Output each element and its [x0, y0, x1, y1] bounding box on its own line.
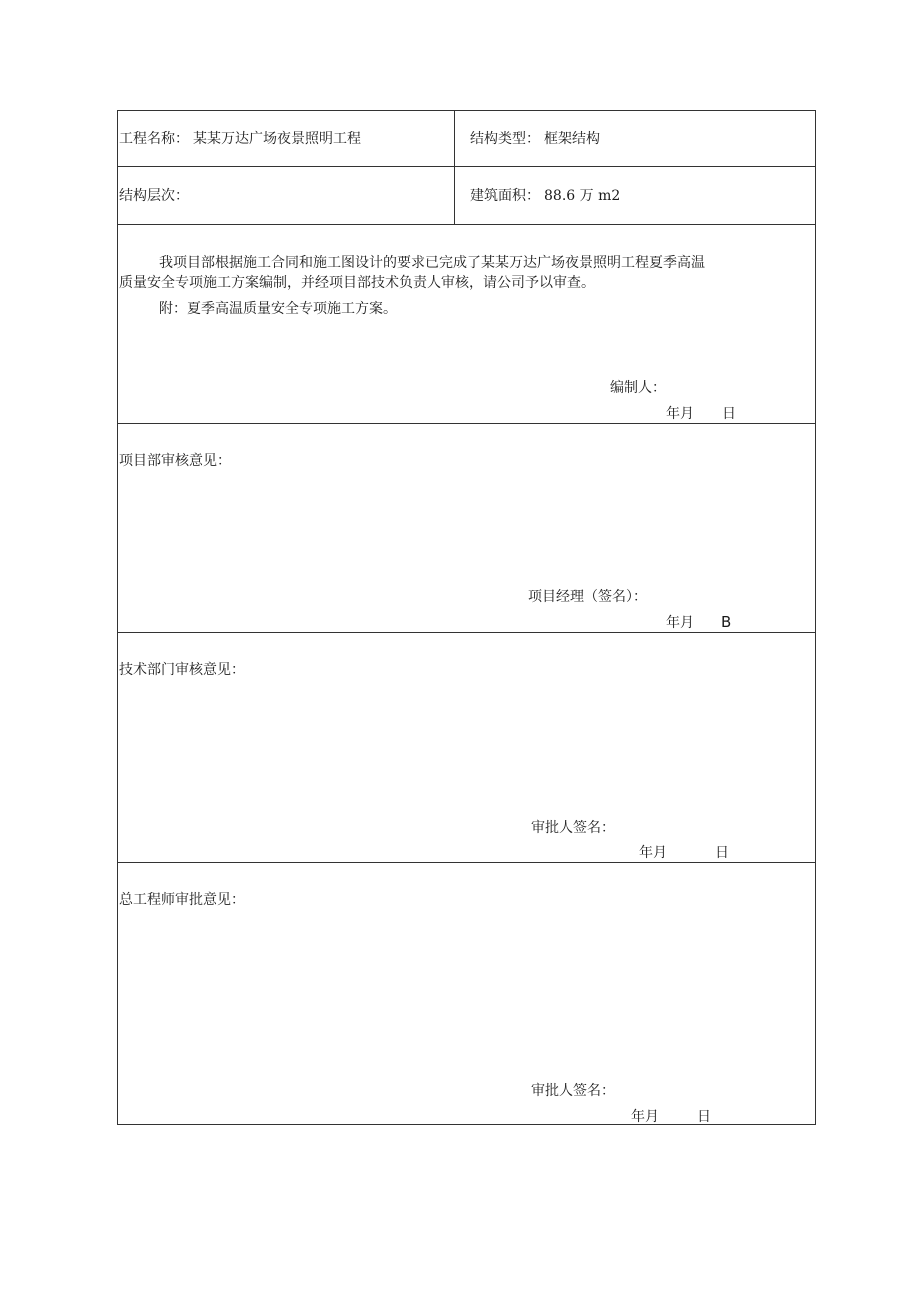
- column-divider: [454, 111, 455, 224]
- project-manager-signature-label: 项目经理（签名）：: [528, 589, 647, 605]
- application-body-line2: 质量安全专项施工方案编制，并经项目部技术负责人审核，请公司予以审查。: [119, 275, 595, 291]
- preparer-label: 编制人：: [610, 380, 666, 396]
- approver-signature-label: 审批人签名：: [531, 1083, 615, 1099]
- date-day: B: [721, 613, 732, 631]
- date-year-month: 年月: [666, 406, 694, 422]
- row-divider: [118, 166, 815, 167]
- project-review-title: 项目部审核意见：: [119, 453, 231, 469]
- date-day: 日: [697, 1109, 711, 1125]
- application-body-line1: 我项目部根据施工合同和施工图设计的要求已完成了某某万达广场夜景照明工程夏季高温: [159, 255, 705, 271]
- chief-review-title: 总工程师审批意见：: [119, 892, 245, 908]
- row-divider: [118, 224, 815, 225]
- date-year-month: 年月: [639, 845, 667, 861]
- row-divider: [118, 632, 815, 633]
- tech-review-title: 技术部门审核意见：: [119, 662, 245, 678]
- date-day: 日: [715, 845, 729, 861]
- approval-form-table: [117, 110, 816, 1125]
- building-area-label: 建筑面积：: [470, 188, 540, 204]
- approver-signature-label: 审批人签名：: [531, 820, 615, 836]
- attachment-note: 附：夏季高温质量安全专项施工方案。: [159, 301, 397, 317]
- building-area-value: 88.6 万 m2: [544, 188, 621, 204]
- row-divider: [118, 423, 815, 424]
- project-name-value: 某某万达广场夜景照明工程: [193, 131, 361, 147]
- row-divider: [118, 862, 815, 863]
- date-day: 日: [722, 406, 736, 422]
- structure-levels-label: 结构层次：: [119, 188, 189, 204]
- structure-type-label: 结构类型：: [470, 131, 540, 147]
- project-name-label: 工程名称：: [119, 131, 189, 147]
- structure-type-value: 框架结构: [544, 131, 600, 147]
- date-year-month: 年月: [666, 615, 694, 631]
- date-year-month: 年月: [631, 1109, 659, 1125]
